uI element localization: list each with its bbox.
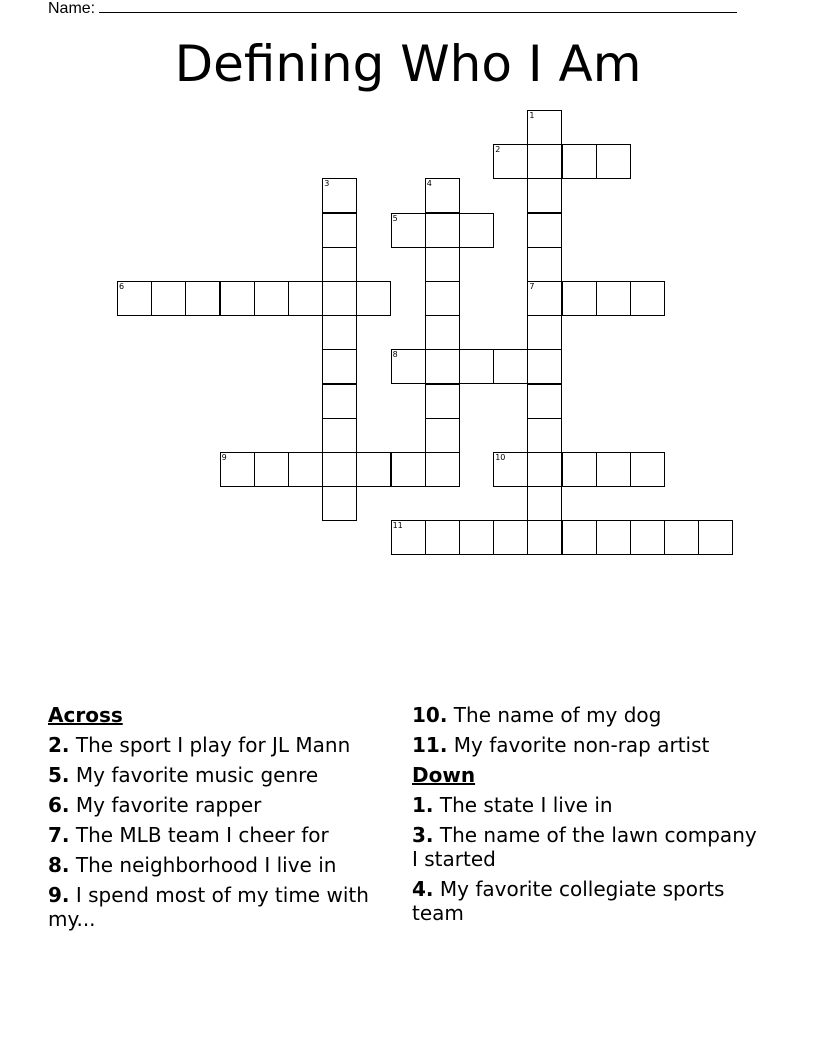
clue-text: My favorite rapper [75, 793, 262, 817]
grid-cell[interactable] [254, 281, 289, 316]
grid-cell[interactable] [425, 281, 460, 316]
clue-text: The MLB team I cheer for [75, 823, 329, 847]
grid-cell[interactable] [459, 349, 494, 384]
cell-number: 9 [221, 453, 227, 462]
grid-cell[interactable] [596, 452, 631, 487]
grid-cell[interactable] [288, 281, 323, 316]
clue-text: The neighborhood I live in [75, 853, 337, 877]
down-header: Down [412, 763, 476, 787]
grid-cell[interactable] [562, 281, 597, 316]
grid-cell[interactable] [527, 418, 562, 453]
clue-across-10 [412, 703, 757, 727]
grid-cell[interactable] [254, 452, 289, 487]
grid-cell[interactable] [527, 110, 562, 145]
grid-cell[interactable] [391, 520, 426, 555]
grid-cell[interactable] [562, 452, 597, 487]
grid-cell[interactable] [322, 486, 357, 521]
grid-cell[interactable] [425, 384, 460, 419]
grid-cell[interactable] [493, 452, 528, 487]
cell-number: 3 [324, 179, 330, 189]
grid-cell[interactable] [630, 281, 665, 316]
clue-text: My favorite non-rap artist [453, 733, 710, 757]
clue-across-2 [48, 733, 378, 757]
clue-text: The state I live in [439, 793, 613, 817]
clue-down-3 [412, 823, 757, 871]
clue-number: 9. [48, 883, 70, 907]
grid-cell[interactable] [425, 213, 460, 248]
cell-number: 4 [426, 179, 432, 189]
grid-cell[interactable] [322, 247, 357, 282]
grid-cell[interactable] [288, 452, 323, 487]
grid-cell[interactable] [322, 178, 357, 213]
clue-across-6 [48, 793, 378, 817]
grid-cell[interactable] [391, 213, 426, 248]
name-label: Name: [48, 0, 96, 17]
clue-text: The name of the lawn company I started [412, 823, 757, 871]
cell-number: 6 [119, 282, 125, 291]
grid-cell[interactable] [391, 452, 426, 487]
grid-cell[interactable] [493, 144, 528, 179]
grid-cell[interactable] [459, 520, 494, 555]
clue-number: 3. [412, 823, 434, 847]
grid-cell[interactable] [527, 144, 562, 179]
clue-across-5 [48, 763, 378, 787]
cell-number: 10 [495, 453, 506, 462]
grid-cell[interactable] [493, 520, 528, 555]
clue-text: I spend most of my time with my... [48, 883, 369, 931]
puzzle-title: Defining Who I Am [174, 35, 642, 93]
grid-cell[interactable] [527, 213, 562, 248]
grid-cell[interactable] [356, 281, 391, 316]
grid-cell[interactable] [117, 281, 152, 316]
clue-text: My favorite music genre [75, 763, 319, 787]
cell-number: 7 [529, 282, 535, 291]
clue-text: My favorite collegiate sports team [412, 877, 725, 925]
grid-cell[interactable] [322, 452, 357, 487]
grid-cell[interactable] [527, 384, 562, 419]
grid-cell[interactable] [527, 315, 562, 350]
grid-cell[interactable] [425, 418, 460, 453]
grid-cell[interactable] [493, 349, 528, 384]
grid-cell[interactable] [220, 452, 255, 487]
clue-across-8 [48, 853, 378, 877]
grid-cell[interactable] [459, 213, 494, 248]
cell-number: 2 [495, 145, 501, 155]
grid-cell[interactable] [322, 418, 357, 453]
clue-down-1 [412, 793, 757, 817]
grid-cell[interactable] [562, 144, 597, 179]
clue-across-7 [48, 823, 378, 847]
grid-cell[interactable] [356, 452, 391, 487]
grid-cell[interactable] [322, 281, 357, 316]
clue-across-9 [48, 883, 378, 931]
grid-cell[interactable] [698, 520, 733, 555]
clue-number: 2. [48, 733, 70, 757]
grid-cell[interactable] [185, 281, 220, 316]
grid-cell[interactable] [425, 349, 460, 384]
clue-number: 5. [48, 763, 70, 787]
grid-cell[interactable] [425, 520, 460, 555]
grid-cell[interactable] [527, 247, 562, 282]
grid-cell[interactable] [596, 520, 631, 555]
grid-cell[interactable] [322, 384, 357, 419]
clue-text: The sport I play for JL Mann [75, 733, 351, 757]
grid-cell[interactable] [527, 178, 562, 213]
grid-cell[interactable] [596, 144, 631, 179]
clue-across-11 [412, 733, 757, 757]
clue-number: 1. [412, 793, 434, 817]
grid-cell[interactable] [425, 247, 460, 282]
grid-cell[interactable] [322, 349, 357, 384]
cell-number: 11 [392, 521, 403, 531]
grid-cell[interactable] [630, 520, 665, 555]
grid-cell[interactable] [527, 349, 562, 384]
grid-cell[interactable] [391, 349, 426, 384]
clue-down-4 [412, 877, 757, 925]
cell-number: 8 [392, 350, 398, 360]
grid-cell[interactable] [527, 452, 562, 487]
clue-number: 6. [48, 793, 70, 817]
grid-cell[interactable] [220, 281, 255, 316]
clues-column-right [412, 703, 757, 931]
grid-cell[interactable] [527, 520, 562, 555]
clue-number: 8. [48, 853, 70, 877]
grid-cell[interactable] [596, 281, 631, 316]
grid-cell[interactable] [425, 178, 460, 213]
grid-cell[interactable] [322, 213, 357, 248]
grid-cell[interactable] [425, 452, 460, 487]
clue-text: The name of my dog [453, 703, 662, 727]
grid-cell[interactable] [664, 520, 699, 555]
cell-number: 5 [392, 213, 398, 223]
grid-cell[interactable] [527, 486, 562, 521]
clues-column-left [48, 703, 378, 937]
grid-cell[interactable] [527, 281, 562, 316]
clue-number: 7. [48, 823, 70, 847]
grid-cell[interactable] [151, 281, 186, 316]
cell-number: 1 [529, 111, 535, 120]
clue-number: 11. [412, 733, 448, 757]
across-header: Across [48, 703, 123, 727]
grid-cell[interactable] [425, 315, 460, 350]
grid-cell[interactable] [322, 315, 357, 350]
grid-cell[interactable] [630, 452, 665, 487]
clue-number: 10. [412, 703, 448, 727]
clue-number: 4. [412, 877, 434, 901]
grid-cell[interactable] [562, 520, 597, 555]
